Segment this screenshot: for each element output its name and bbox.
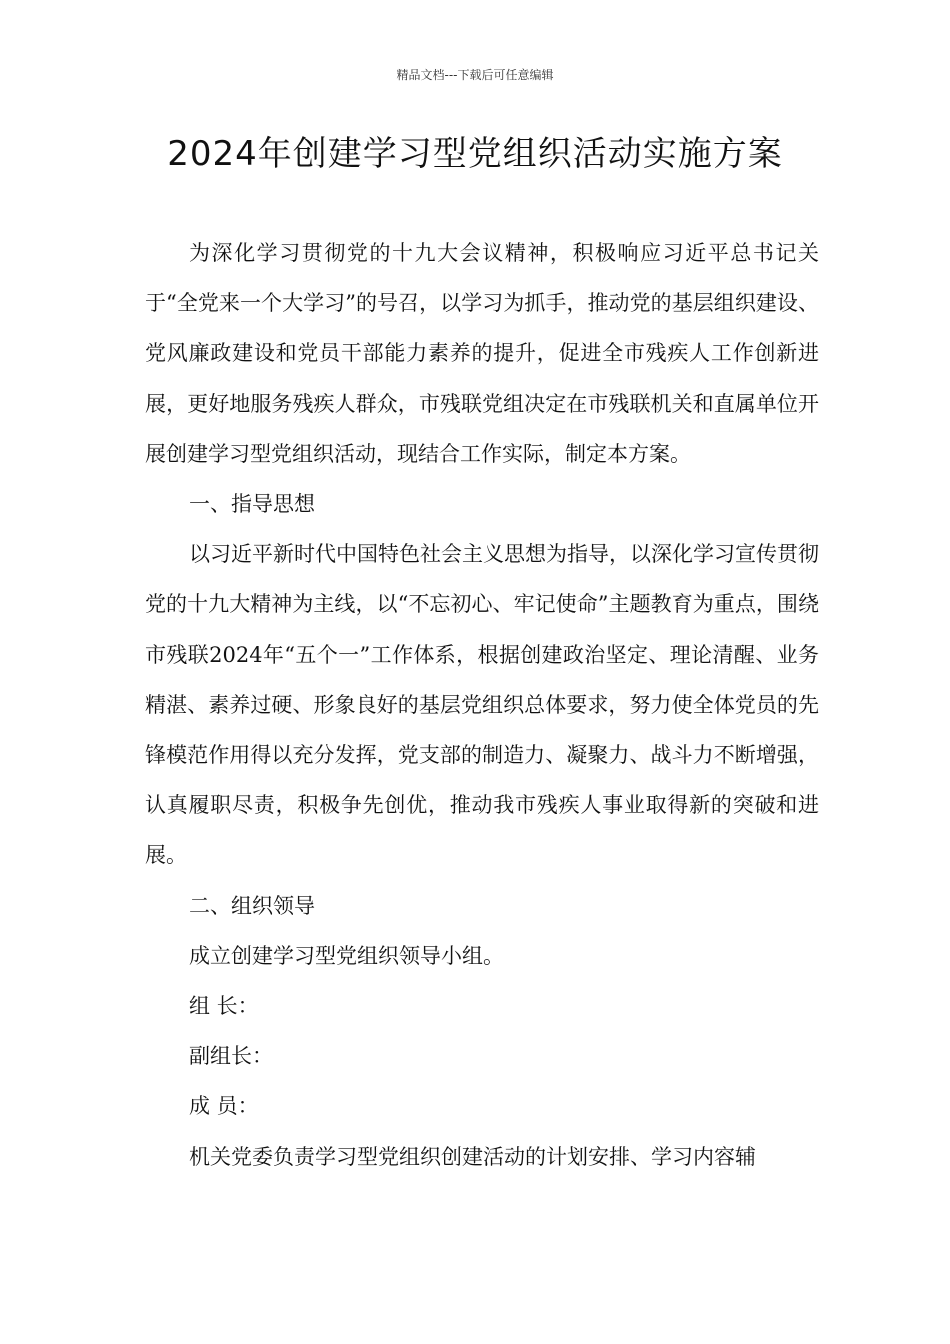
line-deputy-leader: 副组长：: [189, 1044, 273, 1069]
document-body: [145, 228, 819, 1182]
paragraph-leading-group: 成立创建学习型党组织领导小组。: [189, 943, 504, 968]
heading-organization-leadership: 二、组织领导: [189, 893, 315, 918]
paragraph-guiding-ideology: 以习近平新时代中国特色社会主义思想为指导，以深化学习宣传贯彻党的十九大精神为主线，以“不忘初心、牢记使命”主题教育为重点，围绕市残联2024年“五个一”工作体系，根据创建政治坚定、理论清醒、业务精湛、素养过硬、形象良好的基层党组织总体要求，努力使全体党员的先锋模范作用得以充分发挥，党支部的制造力、凝聚力、战斗力不断增强，认真履职尽责，积极争先创优，推动我市残疾人事业取得新的突破和进展。: [145, 542, 819, 868]
paragraph-party-committee: 机关党委负责学习型党组织创建活动的计划安排、学习内容辅: [189, 1144, 756, 1169]
heading-guiding-ideology: 一、指导思想: [189, 492, 315, 517]
paragraph-intro: 为深化学习贯彻党的十九大会议精神，积极响应习近平总书记关于“全党来一个大学习”的号召，以学习为抓手，推动党的基层组织建设、党风廉政建设和党员干部能力素养的提升，促进全市残疾人工作创新进展，更好地服务残疾人群众，市残联党组决定在市残联机关和直属单位开展创建学习型党组织活动，现结合工作实际，制定本方案。: [145, 241, 819, 466]
header-note: 精品文档---下载后可任意编辑: [396, 68, 554, 82]
line-group-leader: 组 长：: [189, 994, 259, 1019]
document-title: 2024年创建学习型党组织活动实施方案: [167, 134, 783, 174]
line-members: 成 员：: [189, 1094, 259, 1119]
